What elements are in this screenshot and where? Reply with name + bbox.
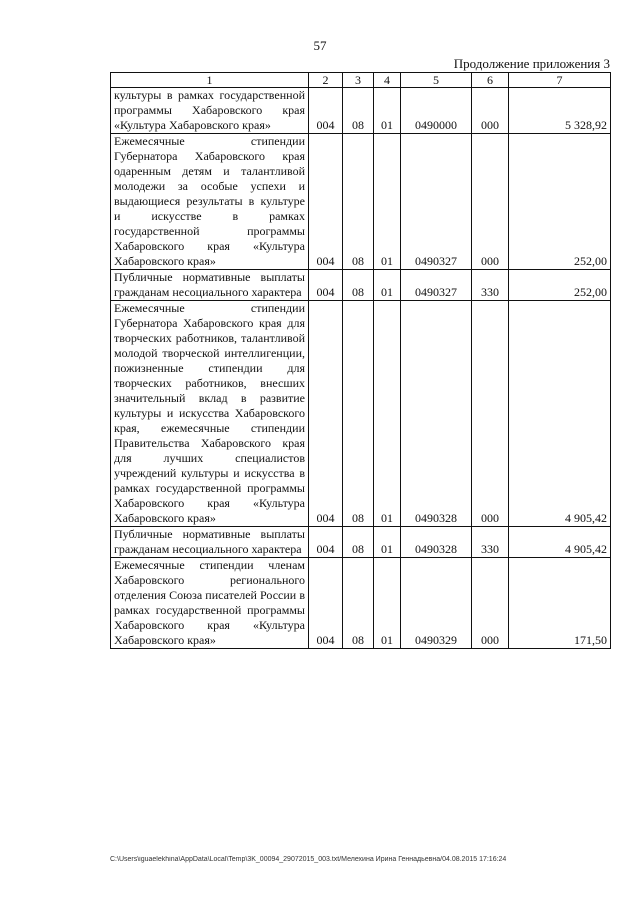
table-row xyxy=(111,527,611,558)
header-col-4: 4 xyxy=(374,73,401,88)
row-ministry-code: 004 xyxy=(309,270,343,301)
table-row xyxy=(111,88,611,134)
table-row xyxy=(111,270,611,301)
header-col-7: 7 xyxy=(509,73,611,88)
row-subsection: 01 xyxy=(374,527,401,558)
row-amount: 5 328,92 xyxy=(509,88,611,134)
row-amount: 4 905,42 xyxy=(509,301,611,527)
row-expense-type: 330 xyxy=(472,527,509,558)
row-expense-type: 000 xyxy=(472,558,509,649)
row-subsection: 01 xyxy=(374,88,401,134)
budget-table xyxy=(110,72,611,649)
row-description: Ежемесячные стипендии членам Хабаровского регионального отделения Союза писателей России в рамках государственной программы Хабаровского края «Культура Хабаровского края» xyxy=(111,558,309,649)
row-target-article: 0490329 xyxy=(401,558,472,649)
row-section: 08 xyxy=(343,527,374,558)
row-expense-type: 000 xyxy=(472,88,509,134)
row-expense-type: 330 xyxy=(472,270,509,301)
row-ministry-code: 004 xyxy=(309,88,343,134)
file-path-footer: C:\Users\iguaelekhina\AppData\Local\Temp\3K_00094_29072015_003.txt/Мелехина Ирина Геннадьевна/04.08.2015 17:16:24 xyxy=(110,856,507,863)
row-subsection: 01 xyxy=(374,301,401,527)
row-ministry-code: 004 xyxy=(309,134,343,270)
table-row xyxy=(111,134,611,270)
page-number: 57 xyxy=(313,38,327,53)
header-col-5: 5 xyxy=(401,73,472,88)
row-section: 08 xyxy=(343,558,374,649)
row-amount: 4 905,42 xyxy=(509,527,611,558)
row-description: культуры в рамках государственной программы Хабаровского края «Культура Хабаровского края» xyxy=(111,88,309,134)
header-col-1: 1 xyxy=(111,73,309,88)
row-description: Публичные нормативные выплаты гражданам несоциального характера xyxy=(111,527,309,558)
row-target-article: 0490328 xyxy=(401,301,472,527)
row-expense-type: 000 xyxy=(472,301,509,527)
row-subsection: 01 xyxy=(374,270,401,301)
row-subsection: 01 xyxy=(374,558,401,649)
row-ministry-code: 004 xyxy=(309,558,343,649)
row-description: Публичные нормативные выплаты гражданам несоциального характера xyxy=(111,270,309,301)
row-amount: 171,50 xyxy=(509,558,611,649)
row-section: 08 xyxy=(343,301,374,527)
row-ministry-code: 004 xyxy=(309,527,343,558)
row-target-article: 0490000 xyxy=(401,88,472,134)
row-amount: 252,00 xyxy=(509,270,611,301)
header-col-2: 2 xyxy=(309,73,343,88)
row-section: 08 xyxy=(343,270,374,301)
header-col-6: 6 xyxy=(472,73,509,88)
row-section: 08 xyxy=(343,134,374,270)
row-ministry-code: 004 xyxy=(309,301,343,527)
row-target-article: 0490327 xyxy=(401,134,472,270)
row-subsection: 01 xyxy=(374,134,401,270)
row-section: 08 xyxy=(343,88,374,134)
row-description: Ежемесячные стипендии Губернатора Хабаровского края одаренным детям и талантливой молодежи за особые успехи и выдающиеся результаты в культуре и искусстве в рамках государственной программы Хабаровского края «Культура Хабаровского края» xyxy=(111,134,309,270)
row-target-article: 0490327 xyxy=(401,270,472,301)
row-amount: 252,00 xyxy=(509,134,611,270)
header-col-3: 3 xyxy=(343,73,374,88)
table-row xyxy=(111,558,611,649)
header-row xyxy=(111,73,611,88)
table-row xyxy=(111,301,611,527)
continuation-label: Продолжение приложения 3 xyxy=(453,56,610,71)
row-target-article: 0490328 xyxy=(401,527,472,558)
row-description: Ежемесячные стипендии Губернатора Хабаровского края для творческих работников, талантливой молодой творческой интеллигенции, пожизненные стипендии для творческих работников, внесших значительный вклад в развитие культуры и искусства Хабаровского края, ежемесячные стипендии Правительства Хабаровского края для лучших специалистов учреждений культуры и искусства в рамках государственной программы Хабаровского края «Культура Хабаровского края» xyxy=(111,301,309,527)
row-expense-type: 000 xyxy=(472,134,509,270)
